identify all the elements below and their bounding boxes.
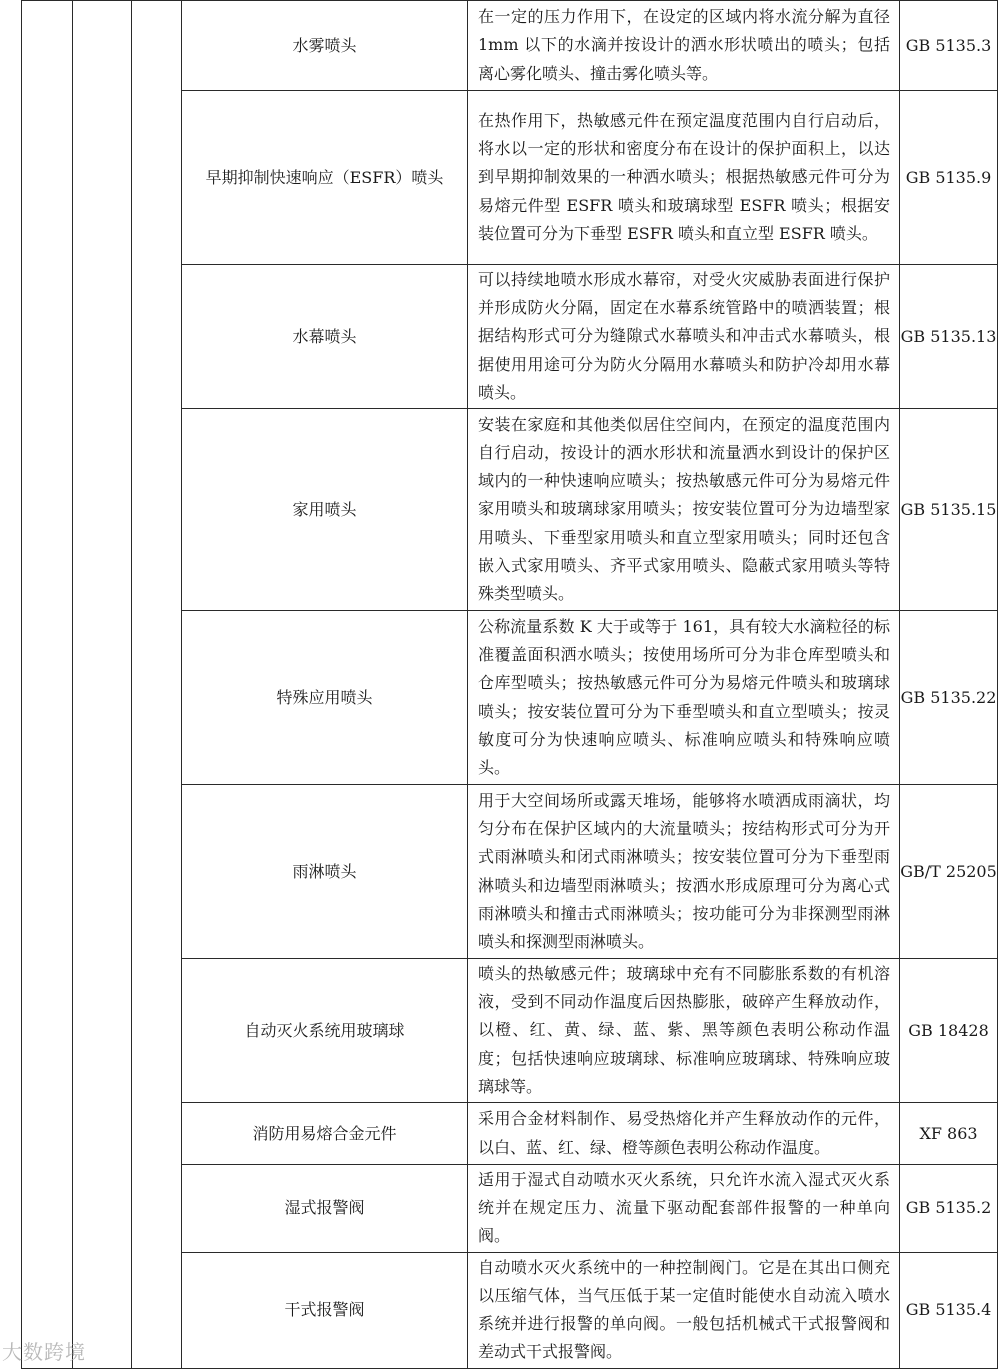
product-name: 湿式报警阀 — [182, 1165, 468, 1253]
product-description: 用于大空间场所或露天堆场，能够将水喷洒成雨滴状，均匀分布在保护区域内的大流量喷头；按结构形式可分为开式雨淋喷头和闭式雨淋喷头；按安装位置可分为下垂型雨淋喷头和边墙型雨淋喷头；按洒水形成原理可分为离心式雨淋喷头和撞击式雨淋喷头；按功能可分为非探测型雨淋喷头和探测型雨淋喷头。 — [468, 785, 900, 959]
standard-number: GB 18428 — [900, 959, 998, 1103]
standard-number: GB/T 25205 — [900, 785, 998, 959]
table-row — [22, 1, 998, 91]
product-name: 消防用易熔合金元件 — [182, 1103, 468, 1165]
group-cell — [132, 1, 182, 1369]
product-name: 自动灭火系统用玻璃球 — [182, 959, 468, 1103]
product-description: 喷头的热敏感元件；玻璃球中充有不同膨胀系数的有机溶液，受到不同动作温度后因热膨胀，破碎产生释放动作，以橙、红、黄、绿、蓝、紫、黑等颜色表明公称动作温度；包括快速响应玻璃球、标准响应玻璃球、特殊响应玻璃球等。 — [468, 959, 900, 1103]
standard-number: GB 5135.3 — [900, 1, 998, 91]
product-name: 雨淋喷头 — [182, 785, 468, 959]
product-description: 安装在家庭和其他类似居住空间内，在预定的温度范围内自行启动，按设计的洒水形状和流量洒水到设计的保护区域内的一种快速响应喷头；按热敏感元件可分为易熔元件家用喷头和玻璃球家用喷头；按安装位置可分为边墙型家用喷头、下垂型家用喷头和直立型家用喷头；同时还包含嵌入式家用喷头、齐平式家用喷头、隐蔽式家用喷头等特殊类型喷头。 — [468, 409, 900, 611]
product-standards-table — [21, 0, 998, 1369]
watermark: 大数跨境 — [2, 1340, 86, 1364]
standard-number: GB 5135.9 — [900, 91, 998, 265]
subcategory-cell — [73, 1, 132, 1369]
product-description: 自动喷水灭火系统中的一种控制阀门。它是在其出口侧充以压缩气体，当气压低于某一定值时能使水自动流入喷水系统并进行报警的单向阀。一般包括机械式干式报警阀和差动式干式报警阀。 — [468, 1252, 900, 1368]
product-description: 在热作用下，热敏感元件在预定温度范围内自行启动后，将水以一定的形状和密度分布在设计的保护面积上，以达到早期抑制效果的一种洒水喷头；根据热敏感元件可分为易熔元件型 ESFR 喷头和玻璃球型 ESFR 喷头；根据安装位置可分为下垂型 ESFR 喷头和直立型 ESFR 喷头。 — [468, 91, 900, 265]
product-name: 干式报警阀 — [182, 1252, 468, 1368]
standard-number: GB 5135.13 — [900, 265, 998, 409]
standard-number: GB 5135.4 — [900, 1252, 998, 1368]
product-description: 适用于湿式自动喷水灭火系统，只允许水流入湿式灭火系统并在规定压力、流量下驱动配套部件报警的一种单向阀。 — [468, 1165, 900, 1253]
category-cell — [22, 1, 73, 1369]
product-description: 公称流量系数 K 大于或等于 161，具有较大水滴粒径的标准覆盖面积洒水喷头；按使用场所可分为非仓库型喷头和仓库型喷头；按热敏感元件可分为易熔元件喷头和玻璃球喷头；按安装位置可分为下垂型喷头和直立型喷头；按灵敏度可分为快速响应喷头、标准响应喷头和特殊响应喷头。 — [468, 611, 900, 785]
product-name: 特殊应用喷头 — [182, 611, 468, 785]
product-name: 早期抑制快速响应（ESFR）喷头 — [182, 91, 468, 265]
product-name: 家用喷头 — [182, 409, 468, 611]
product-description: 采用合金材料制作、易受热熔化并产生释放动作的元件，以白、蓝、红、绿、橙等颜色表明公称动作温度。 — [468, 1103, 900, 1165]
product-name: 水雾喷头 — [182, 1, 468, 91]
standard-number: GB 5135.15 — [900, 409, 998, 611]
standard-number: GB 5135.22 — [900, 611, 998, 785]
standard-number: XF 863 — [900, 1103, 998, 1165]
product-description: 在一定的压力作用下，在设定的区域内将水流分解为直径 1mm 以下的水滴并按设计的洒水形状喷出的喷头；包括离心雾化喷头、撞击雾化喷头等。 — [468, 1, 900, 91]
product-name: 水幕喷头 — [182, 265, 468, 409]
standard-number: GB 5135.2 — [900, 1165, 998, 1253]
product-description: 可以持续地喷水形成水幕帘，对受火灾威胁表面进行保护并形成防火分隔，固定在水幕系统管路中的喷洒装置；根据结构形式可分为缝隙式水幕喷头和冲击式水幕喷头，根据使用用途可分为防火分隔用水幕喷头和防护冷却用水幕喷头。 — [468, 265, 900, 409]
